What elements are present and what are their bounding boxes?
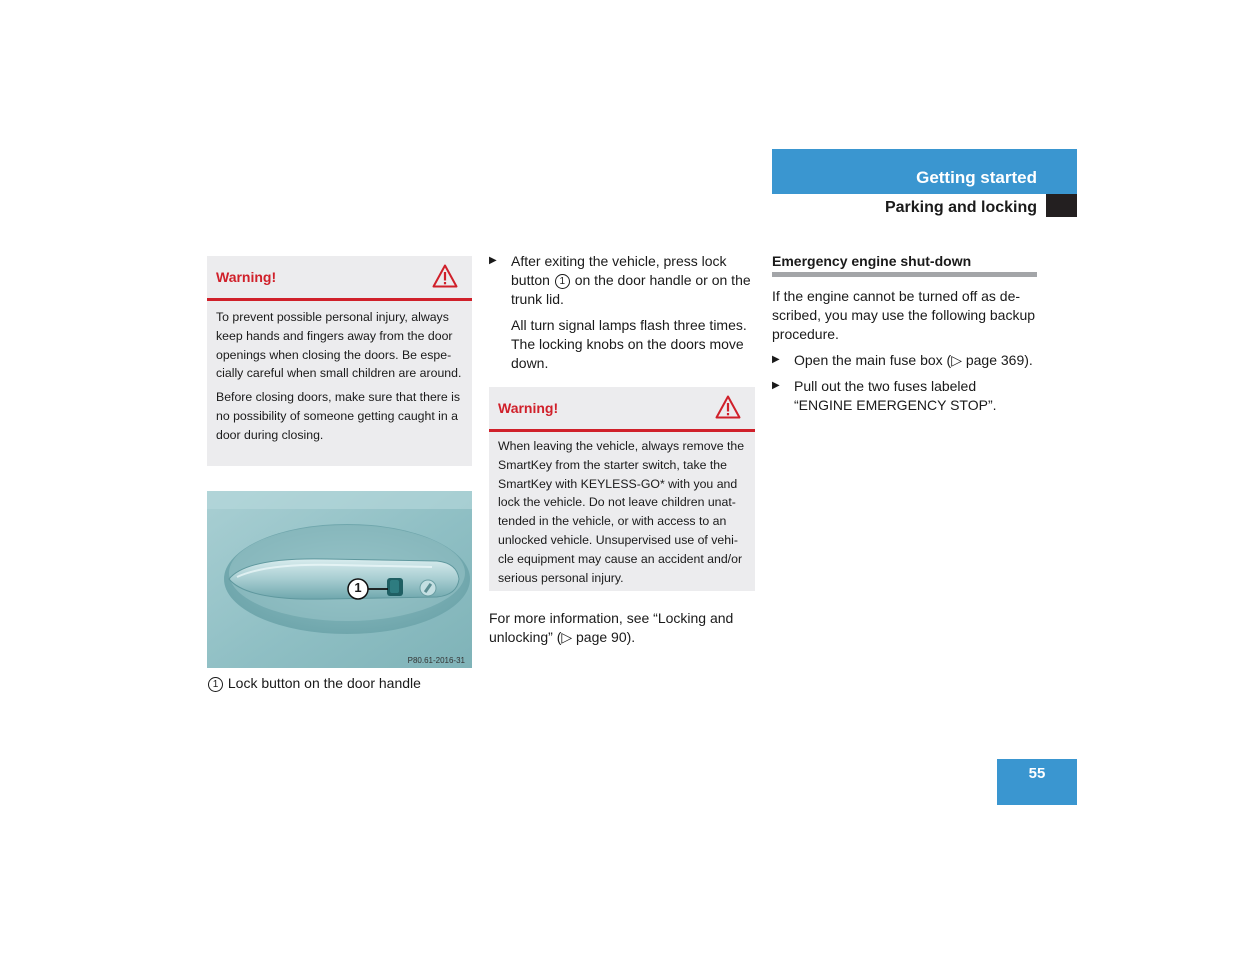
- figure-caption: [207, 674, 421, 693]
- warning-box-doors: [207, 256, 472, 466]
- caption-text: Lock button on the door handle: [227, 675, 421, 691]
- section-heading: Emergency engine shut-down: [772, 253, 1037, 277]
- page-number: 55: [1028, 765, 1046, 782]
- warning-title: Warning!: [216, 269, 277, 285]
- chapter-title: Getting started: [916, 168, 1037, 187]
- bullet-icon: ▶: [489, 255, 497, 266]
- intro-text: If the engine cannot be turned off as de-scribed, you may use the following backup procedure.: [772, 288, 1036, 342]
- warning-header: [207, 256, 472, 301]
- page-number-box: [997, 759, 1077, 805]
- door-handle-illustration: [207, 491, 472, 668]
- warning-body: [489, 432, 755, 596]
- caption-number: 1: [208, 677, 223, 692]
- warning-header: [489, 387, 755, 432]
- step-open-fuse-box: [772, 351, 1037, 370]
- callout-number: 1: [354, 580, 362, 595]
- step-pull-fuses: [772, 377, 1037, 415]
- warning-body: [207, 301, 472, 454]
- warning-triangle-icon: [715, 395, 741, 419]
- step-text: After exiting the vehicle, press lock button: [511, 253, 727, 288]
- step-result: All turn signal lamps flash three times. The locking knobs on the doors move down.: [511, 317, 747, 371]
- bullet-icon: ▶: [772, 354, 780, 365]
- warning-paragraph: When leaving the vehicle, always remove the SmartKey from the starter switch, take the SmartKey with KEYLESS-GO* with you and lock the vehicle. Do not leave children unat-tended in the vehicle, or with access to an unlocked vehicle. Unsupervised use of vehi-cle equipment may cause an accident and/or serious personal injury.: [498, 439, 745, 585]
- step-text: Pull out the two fuses labeled “ENGINE EMERGENCY STOP”.: [794, 378, 997, 413]
- bullet-icon: ▶: [772, 380, 780, 391]
- step-number: 1: [555, 274, 570, 289]
- section-title: Parking and locking: [884, 199, 1037, 216]
- warning-paragraph: To prevent possible personal injury, always keep hands and fingers away from the door openings when closing the doors. Be espe-cially careful when small children are around.: [216, 310, 462, 381]
- step-press-lock: [489, 252, 755, 308]
- section-marker: [1046, 194, 1077, 217]
- step-text: Open the main fuse box (▷ page 369).: [794, 352, 1033, 368]
- warning-paragraph: Before closing doors, make sure that there is no possibility of someone getting caught in a door during closing.: [216, 390, 461, 442]
- warning-triangle-icon: [432, 264, 458, 288]
- door-handle-figure: [207, 491, 472, 668]
- more-info: For more information, see “Locking and unlocking” (▷ page 90).: [489, 610, 734, 645]
- warning-title: Warning!: [498, 400, 559, 416]
- warning-box-smartkey: [489, 387, 755, 591]
- step-text: on the door handle or on the trunk lid.: [511, 271, 751, 307]
- figure-code: P80.61-2016-31: [407, 656, 465, 665]
